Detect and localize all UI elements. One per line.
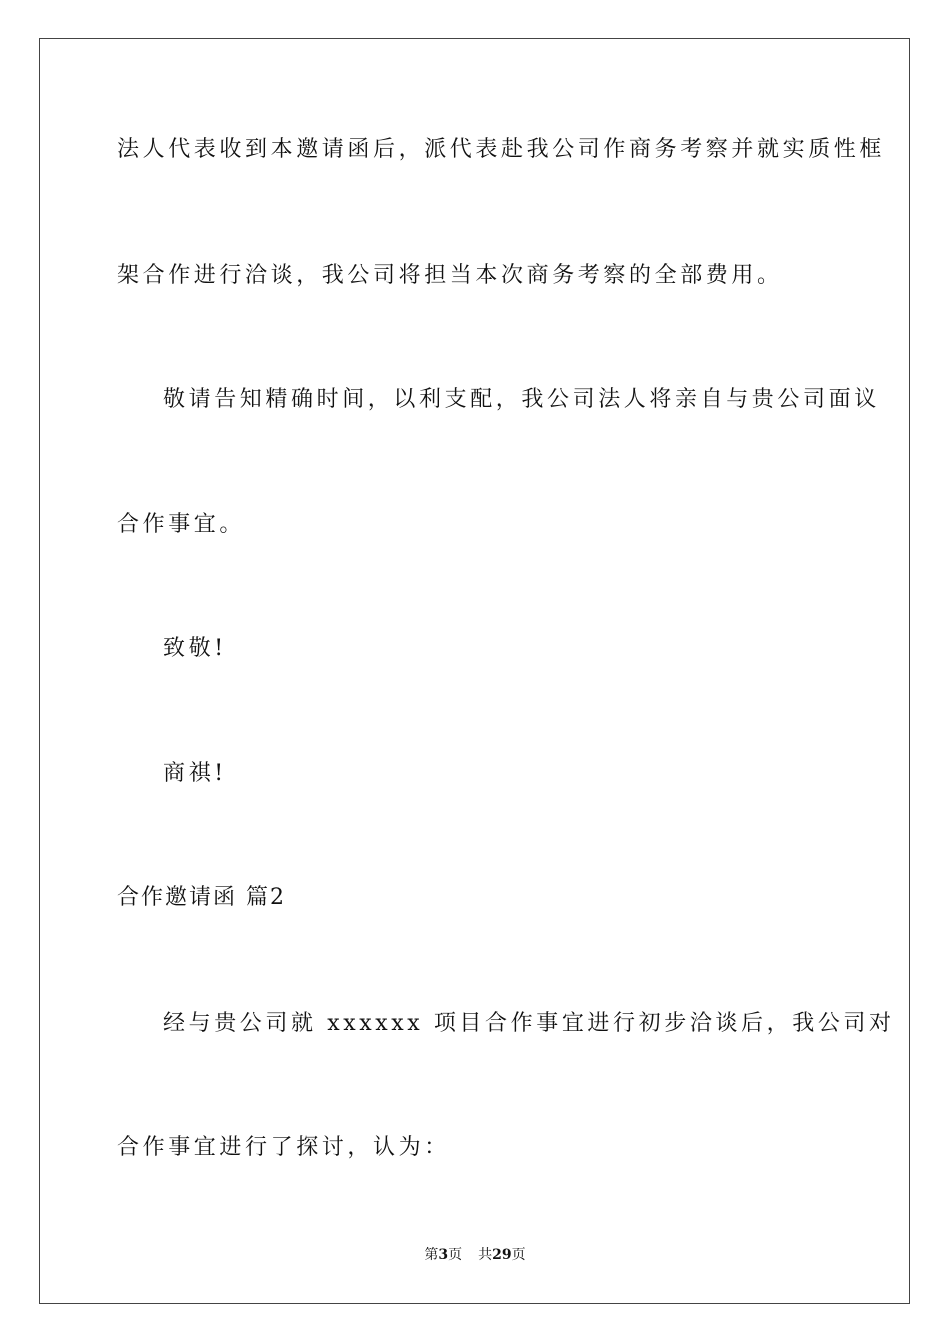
section-heading: 合作邀请函 篇2 bbox=[117, 885, 286, 910]
total-pages: 29 bbox=[492, 1247, 512, 1263]
body-line-1: 法人代表收到本邀请函后，派代表赴我公司作商务考察并就实质性框 bbox=[117, 137, 886, 162]
total-suffix: 页 bbox=[511, 1247, 526, 1263]
body-line-4: 合作事宜。 bbox=[117, 512, 246, 537]
page-border bbox=[39, 38, 910, 1304]
closing-salutation: 致敬! bbox=[163, 636, 227, 661]
page-suffix: 页 bbox=[448, 1247, 463, 1263]
body-line-5: 经与贵公司就 xxxxxx 项目合作事宜进行初步洽谈后，我公司对 bbox=[163, 1011, 895, 1036]
closing-regards: 商祺! bbox=[163, 761, 227, 786]
body-line-3: 敬请告知精确时间，以利支配，我公司法人将亲自与贵公司面议 bbox=[163, 387, 880, 412]
body-line-6: 合作事宜进行了探讨，认为： bbox=[117, 1135, 450, 1160]
total-prefix: 共 bbox=[478, 1247, 493, 1263]
page-number: 3 bbox=[438, 1247, 449, 1263]
body-line-2: 架合作进行洽谈，我公司将担当本次商务考察的全部费用。 bbox=[117, 263, 783, 288]
page-footer bbox=[0, 1248, 950, 1262]
page-prefix: 第 bbox=[424, 1247, 439, 1263]
